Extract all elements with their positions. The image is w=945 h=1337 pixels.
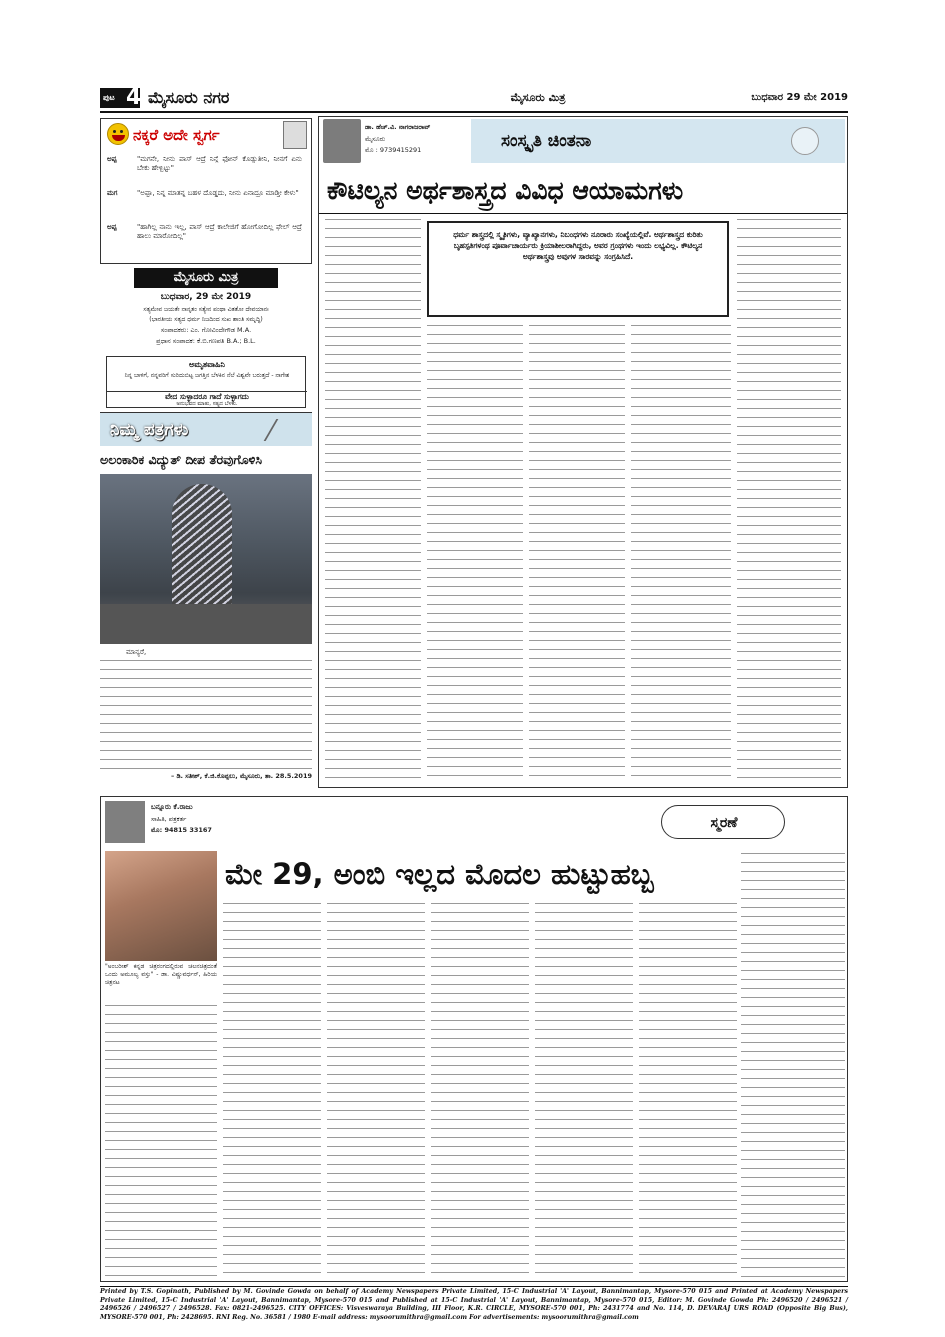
body-column-4: [631, 323, 731, 783]
article2-column-4: [431, 901, 529, 1277]
article2-column-1: [105, 1003, 217, 1277]
author-place: ಮೈಸೂರು: [365, 135, 386, 143]
article-headline: ಕೌಟಿಲ್ಯನ ಅರ್ಥಶಾಸ್ತ್ರದ ವಿವಿಧ ಆಯಾಮಗಳು: [327, 176, 684, 205]
section-title: ಮೈಸೂರು ನಗರ: [148, 88, 230, 107]
smarane-tag: [661, 805, 785, 839]
column-title: ಸಂಸ್ಕೃತಿ ಚಿಂತನಾ: [501, 131, 592, 151]
road-scene: [100, 604, 312, 644]
article2-column-6: [639, 901, 737, 1277]
lamp-icon: [791, 127, 819, 155]
joke-line: "ಮಗನೇ, ನೀನು ಪಾಸ್ ಆದ್ರೆ ನಿನ್ಗೆ ಫೋನ್ ಕೊಡ್ಸುತೀನಿ, ನೀನಗೆ ಏನು ಬೇಕು ಹೇಳ್ಬಿಟ್ಟು": [137, 155, 302, 172]
body-column-5: [737, 217, 841, 783]
article-kautilya: [318, 116, 848, 788]
author2-role: ಸಾಹಿತಿ, ಪತ್ರಕರ್ತ: [151, 815, 187, 823]
quote-text: ನಿನ್ನ ಬಾಳಿಗೆ, ನನ್ನವರಿಗೆ ಸುರಿದುಬಿಟ್ಟ ಜಗತ್ತಿನ ಬೆಳಕಿನ ನೆಲೆ ವಿಶ್ವವೇ ಬರುತ್ತದೆ - ನಾಗೇಶ: [124, 372, 290, 379]
author2-phone: ಮೊ: 94815 33167: [151, 826, 212, 834]
imprint-line: (ಭಾರತೀಯ ಸತ್ಯದ ಧರ್ಮ ನಿಜದಿಂದ ಸುಖ ಶಾಂತಿ ಸಮೃದ್ಧಿ): [149, 316, 263, 323]
body-column-3: [529, 323, 625, 783]
body-column-1: [325, 217, 421, 783]
header-date: ಬುಧವಾರ 29 ಮೇ 2019: [751, 92, 848, 103]
imprint-line: ಸಂಪಾದಕರು: ಎಂ. ಗೋವಿಂದೇಗೌಡ M.A.: [160, 326, 252, 334]
article2-column-5: [535, 901, 633, 1277]
joke-speaker: ಅಪ್ಪ: [107, 223, 117, 231]
pullquote-text: ಧರ್ಮ ಶಾಸ್ತ್ರದಲ್ಲಿ ಸ್ಮೃತಿಗಳು, ವ್ಯಾಖ್ಯಾನಗಳು, ನಿಬಂಧಗಳು ನೂರಾರು ಸಂಖ್ಯೆಯಲ್ಲಿವೆ. ಅರ್ಥಶಾಸ್ತ್ರದ ಕುರಿತು ಬೃಹಸ್ಪತಿಗಳಂಥ ಪೂರ್ವಾಚಾರ್ಯರು ಕ್ರಿಯಾಶೀಲರಾಗಿದ್ದರು, ಅವರ ಗ್ರಂಥಗಳು ಇಂದು ಲಭ್ಯವಿಲ್ಲ. ಕೌಟಿಲ್ಯನ ಅರ್ಥಶಾಸ್ತ್ರವು ಅವುಗಳ ಸಾರವನ್ನು ಸಂಗ್ರಹಿಸಿದೆ.: [453, 230, 703, 261]
letters-banner: [100, 412, 312, 446]
joke-speaker: ಅಪ್ಪ: [107, 155, 117, 163]
article2-column-3: [327, 901, 425, 1277]
letter-photo: [100, 474, 312, 644]
article2-right-column: [741, 851, 845, 1277]
page-number: 4: [126, 85, 142, 110]
column-banner: [471, 119, 845, 163]
author2-photo: [105, 801, 145, 843]
article-ambi: [100, 796, 848, 1282]
quill-icon: [264, 419, 307, 441]
joke-title: ನಕ್ಕರೆ ಅದೇ ಸ್ವರ್ಗ: [133, 126, 220, 144]
author-name: ಡಾ. ಹೆಚ್.ವಿ. ನಾಗರಾಜರಾವ್: [365, 123, 431, 131]
headline-rule: [319, 213, 847, 214]
letter-body: [100, 658, 312, 770]
page-label: ಪುಟ: [100, 88, 140, 108]
letter-headline: ಅಲಂಕಾರಿಕ ವಿದ್ಯುತ್ ದೀಪ ತೆರವುಗೊಳಿಸಿ: [100, 452, 263, 467]
masthead: ಮೈಸೂರು ಮಿತ್ರ: [510, 91, 566, 104]
page-header: [100, 86, 848, 110]
imprint-line: ಪ್ರಧಾನ ಸಂಪಾದಕ: ಕೆ.ಬಿ.ಗಣಪತಿ B.A.; B.L.: [156, 337, 256, 345]
author-photo: [323, 119, 361, 163]
photo-caption: "ಅಂಬರೀಶ್ ಕನ್ನಡ ಚಿತ್ರರಂಗದಲ್ಲಿರುವ ಚಲನಚಿತ್ರದಂತೆ ಒಂದು ಅಮೂಲ್ಯ ವಸ್ತು" - ಡಾ. ವಿಷ್ಣುವರ್ಧನ್, ಹಿರಿಯ ಚಿತ್ರನಟ: [105, 963, 217, 986]
imprint-line: ಸತ್ಯಮೇವ ಜಯತೇ ನಾನೃತಂ ಸತ್ಯೇನ ಪಂಥಾ ವಿತತೋ ದೇವಯಾನಃ: [143, 306, 269, 313]
imprint-date: ಬುಧವಾರ, 29 ಮೇ 2019: [160, 292, 252, 302]
joke-box: [100, 118, 312, 264]
author2-name: ಬನ್ನೂರು ಕೆ.ರಾಜು: [151, 803, 193, 811]
imprint-logo: ಮೈಸೂರು ಮಿತ್ರ: [134, 268, 278, 288]
footer-imprint: Printed by T.S. Gopinath, Published by M. Govinde Gowda on behalf of Academy Newspapers Private Limited, 15-C Industrial 'A' Layout, Bannimantap, Mysore-570 015 and Printed at Academy Newspapers Private Limited, 15-C Industrial 'A' Layout, Bannimantap, Mysore-570 015 and Published at 15-C Industrial 'A' Layout, Bannimantap, Mysore-570 015, Editor: M. Govinde Gowda Ph: 2496520 / 2496521 / 2496526 / 2496527 / 2496528. Fax: 0821-2496525. CITY OFFICES: Visveswaraya Building, III Floor, K.R. CIRCLE, MYSORE-570 001, Ph: 2431774 and No. 114, D. DEVARAJ URS ROAD (Opposite Big Bus), MYSORE-570 001, Ph: 2428695. RNI Reg. No. 36581 / 1980 E-mail address: mysoorumithra@gmail.com For advertisements: mysoorumithra@gmail.com: [100, 1288, 848, 1321]
imprint-box: [100, 266, 312, 354]
joke-line: "ಹಾಗಿಲ್ಲ ನಾನು ಇಲ್ಲ, ಪಾಸ್ ಆದ್ರೆ ಕಾಲೇಜಿಗೆ ಹೋಗೋದಿಲ್ಲ ಫೇಲ್ ಆದ್ರೆ ಹಾಲು ಮಾರೋದಿಲ್ಲ": [137, 223, 302, 240]
joke-line: "ಅಪ್ಪಾ, ನಿನ್ನ ಮಾತನ್ನ ಬಹಳ ದೊಡ್ಡದು, ನೀನು ಏನಾದ್ರೂ ಮಾಡ್ತೀ ಕೇಳು": [137, 189, 299, 197]
proverb-text: ಅನುಭವದ ಮಾತು, ಸತ್ಯದ ಬೆಳಕು.: [176, 401, 238, 407]
joke-speaker: ಮಗ: [107, 189, 118, 197]
letters-section: [100, 410, 312, 788]
body-column-2: [427, 323, 523, 783]
letters-banner-text: ನಿಮ್ಮ ಪತ್ರಗಳು: [110, 420, 189, 440]
joke-row: [107, 155, 307, 187]
quote-box: [106, 356, 306, 408]
letter-signature: – ಡಿ. ಸತೀಶ್, ಕೆ.ಜಿ.ಕೊಪ್ಪಲು, ಮೈಸೂರು, ತಾ. 28.5.2019: [170, 772, 312, 780]
pullquote-box: [427, 221, 729, 317]
smarane-title: ಸ್ಮರಣೆ: [710, 815, 738, 831]
laugh-icon: [107, 123, 129, 145]
joke-row: [107, 223, 307, 255]
joke-row: [107, 189, 307, 221]
article2-headline: ಮೇ 29, ಅಂಬಿ ಇಲ್ಲದ ಮೊದಲ ಹುಟ್ಟುಹಬ್ಬ: [225, 857, 654, 891]
cartoon-figure: [283, 121, 307, 149]
joke-rows: [107, 155, 307, 259]
author2-box: [101, 797, 301, 847]
header-rule: [100, 111, 848, 113]
author-phone: ಮೊ : 9739415291: [365, 146, 422, 154]
letter-salutation: ಮಾನ್ಯರೆ,: [126, 648, 147, 656]
author-box: [319, 117, 469, 165]
footer-rule: [100, 1286, 848, 1287]
quote-title: ಅಮೃತವಾಹಿನಿ: [189, 360, 225, 369]
ambareesh-photo: [105, 851, 217, 961]
article2-column-2: [223, 901, 321, 1277]
proverb-title: ವೇದ ಸುಳ್ಳಾದರೂ ಗಾದೆ ಸುಳ್ಳಾಗದು: [165, 392, 249, 401]
